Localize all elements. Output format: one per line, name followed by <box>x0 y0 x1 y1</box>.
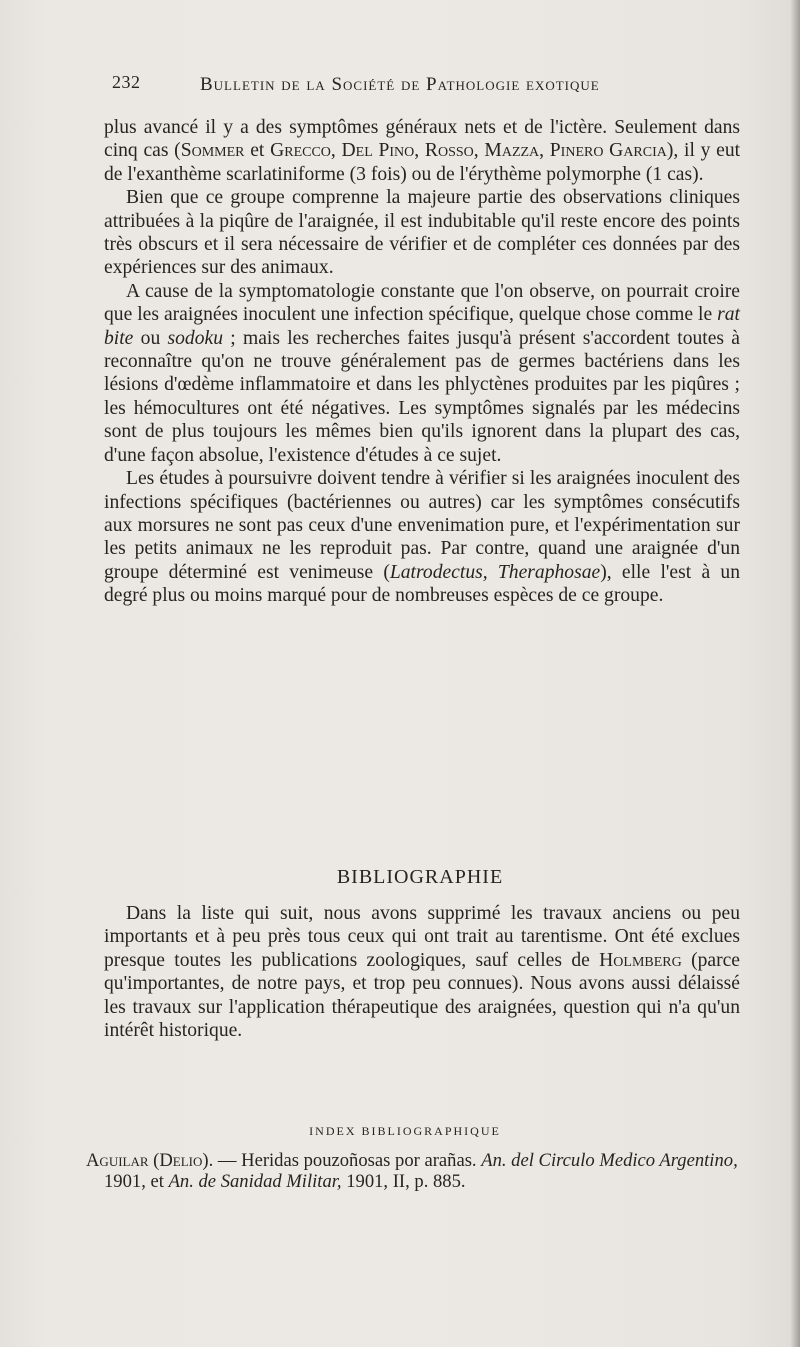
running-header <box>112 72 672 98</box>
p3-text-3: ; mais les recherches faites jusqu'à présent s'accordent toutes à reconnaître qu'on ne trouve généralement pas de germes bactériens dans les lésions d'œdème inflammatoire et dans les phlyctènes produites par les piqûres ; les hémocultures ont été négatives. Les symptômes signalés par les médecins sont de plus toujours les mêmes bien qu'ils ignorent dans la plupart des cas, d'une façon absolue, l'existence d'études à ce sujet. <box>104 327 741 466</box>
p4-text-1: Les études à poursuivre doivent tendre à vérifier si les araignées inoculent des infections spécifiques (bactériennes ou autres) car les symptômes consécutifs aux morsures ne sont pas ceux d'une envenimation pure, et l'expérimentation sur les petits animaux ne les reproduit pas. Par contre, quand une araignée d'un groupe déterminé est venimeuse ( <box>104 468 740 583</box>
author-sommer: Sommer <box>180 140 245 162</box>
p3-text-1: A cause de la symptomatologie constante que l'on observe, on pourrait croire que les araignées inoculent une infection spécifique, quelque chose comme le <box>104 280 740 326</box>
bibliography-heading: BIBLIOGRAPHIE <box>336 866 504 888</box>
author-holmberg: Holmberg <box>599 949 682 971</box>
p1-text-5: , <box>473 140 485 162</box>
term-sodoku: sodoku <box>167 327 224 349</box>
bibliography-intro-paragraph <box>104 902 740 1042</box>
entry-text-3: 1901, II, p. 885. <box>341 1171 466 1192</box>
entry-author: Aguilar (Delio). <box>86 1150 214 1171</box>
p1-text-4: , <box>414 140 425 162</box>
page-number: 232 <box>112 72 141 92</box>
author-rosso: Rosso <box>424 140 474 162</box>
p4-text-2: ), elle l'est à un degré plus ou moins marqué pour de nombreuses espèces de ce groupe. <box>104 561 740 607</box>
author-grecco: Grecco <box>270 140 331 162</box>
p1-text-2: et <box>244 140 271 162</box>
bibliography-intro <box>104 902 740 1042</box>
p1-text-7: ), il y eut de l'exanthème scarlatiniforme (3 fois) ou de l'érythème polymorphe (1 cas). <box>104 140 741 185</box>
entry-journal-2: An. de Sanidad Militar, <box>168 1171 342 1192</box>
p1-text-6: , <box>539 140 550 162</box>
entry-text-1: — Heridas pouzoñosas por arañas. <box>213 1150 482 1171</box>
entry-journal-1: An. del Circulo Medico Argentino, <box>481 1150 738 1171</box>
entry-text-2: 1901, et <box>104 1171 169 1192</box>
running-title: Bulletin de la Société de Pathologie exotique <box>200 74 600 95</box>
term-rat-bite: rat bite <box>104 304 740 349</box>
author-pinero-garcia: Pinero Garcia <box>549 140 667 162</box>
intro-text-1: Dans la liste qui suit, nous avons supprimé les travaux anciens ou peu importants et à peu près tous ceux qui ont trait au tarentisme. Ont été exclues presque toutes les publications zoologiques, sauf celles de <box>104 903 740 971</box>
page-edge-shadow <box>790 0 800 1347</box>
bibliography-entry <box>86 1150 764 1192</box>
index-heading: INDEX BIBLIOGRAPHIQUE <box>309 1124 501 1138</box>
p1-text-1: plus avancé il y a des symptômes généraux nets et de l'ictère. Seulement dans cinq cas ( <box>104 117 740 162</box>
paragraph-3 <box>104 280 740 467</box>
p3-text-2: ou <box>133 327 168 349</box>
paragraph-1 <box>104 116 740 186</box>
intro-text-2: (parce qu'importantes, de notre pays, et trop peu connues). Nous avons aussi délaissé les travaux sur l'application thérapeutique des araignées, question qui n'a qu'un intérêt historique. <box>104 949 741 1042</box>
paragraph-2: Bien que ce groupe comprenne la majeure partie des observations cliniques attribuées à la piqûre de l'araignée, il est indubitable qu'il reste encore des points très obscurs et il sera nécessaire de vérifier et de compléter ces données par des expériences sur des animaux. <box>104 187 740 279</box>
paragraph-4 <box>104 467 740 607</box>
body-text <box>104 116 740 608</box>
term-latrodectus-theraphosae: Latrodectus, Theraphosae <box>389 561 601 583</box>
p1-text-3: , <box>330 140 342 162</box>
author-mazza: Mazza <box>484 140 540 162</box>
author-del-pino: Del Pino <box>341 140 415 162</box>
